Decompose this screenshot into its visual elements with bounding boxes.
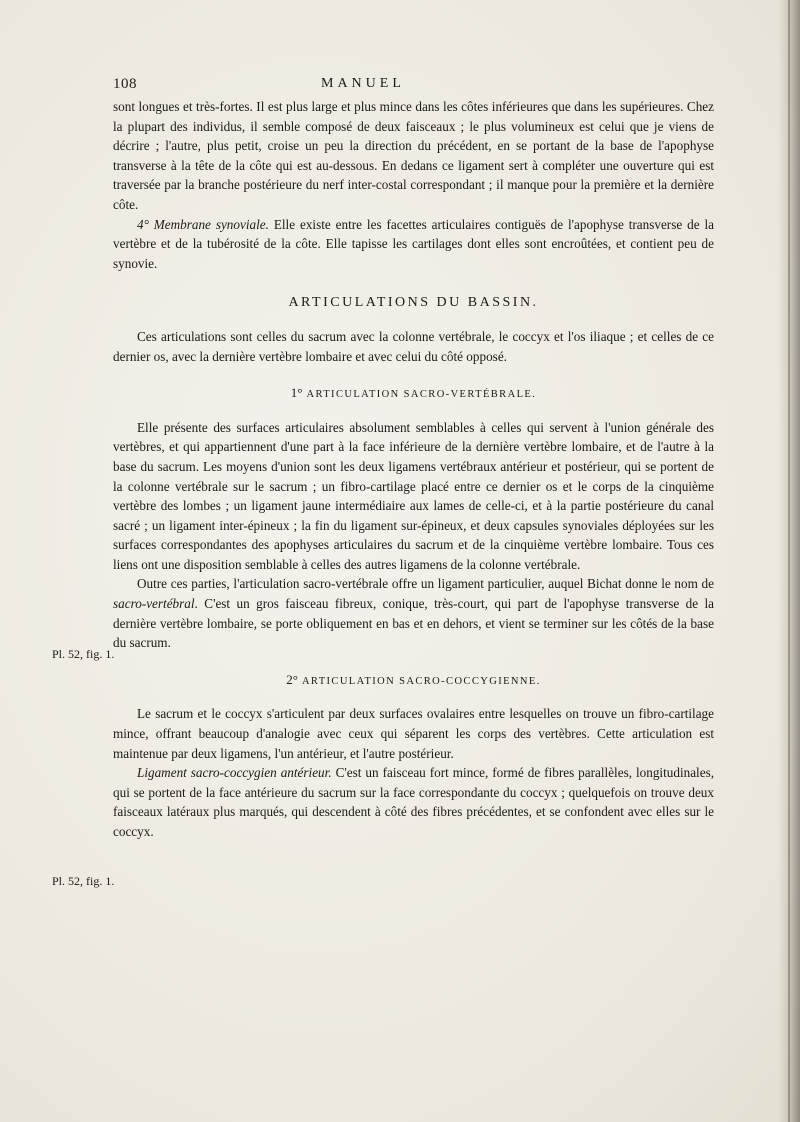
- paragraph: Ces articulations sont celles du sacrum avec la colonne vertébrale, le coccyx et l'os iliaque ; et celles de ce dernier os, avec la dernière vertèbre lombaire et avec celui du côté opposé.: [113, 328, 714, 364]
- running-title: MANUEL: [321, 76, 405, 91]
- paragraph-text: . C'est un gros faisceau fibreux, conique, très-court, qui part de l'apophyse transverse de la dernière vertèbre lombaire, se porte obliquement en bas et en dehors, et vient se terminer sur les côtés de la base du sacrum.: [113, 596, 714, 651]
- margin-note-plate-ref: Pl. 52, fig. 1.: [52, 874, 115, 888]
- paragraph-text: Elle existe entre les facettes articulaires contiguës de l'apophyse transverse de la vertèbre et de la tubérosité de la côte. Elle tapisse les cartilages dont elles sont encroûtées, et contient peu de synovie.: [113, 216, 714, 271]
- subsection-heading: [113, 670, 714, 692]
- body-text: [113, 97, 714, 842]
- subsection-number: 2°: [286, 671, 298, 687]
- paragraph: [113, 763, 714, 841]
- margin-note-plate-ref: Pl. 52, fig. 1.: [52, 647, 115, 661]
- paragraph-text: C'est un faisceau fort mince, formé de fibres parallèles, longitudinales, qui se portent de la face antérieure du sacrum sur la face correspondante du coccyx ; quelquefois on trouve deux faisceaux latéraux plus marqués, qui descendent à côté des fibres précédentes, et se confondent avec elles sur le coccyx.: [113, 765, 715, 839]
- subsection-title: ARTICULATION SACRO-VERTÉBRALE.: [306, 389, 537, 401]
- paragraph: [113, 574, 714, 652]
- paragraph: Elle présente des surfaces articulaires absolument semblables à celles qui servent à l'union générale des vertèbres, et qui appartiennent d'une part à la face inférieure de la dernière vertèbre lombaire, et de l'autre à la base du sacrum. Les moyens d'union sont les deux ligamens vertébraux antérieur et postérieur, qui se portent de la colonne vertébrale sur le sacrum ; un fibro-cartilage placé entre ce dernier os et le corps de la cinquième vertèbre des lombes ; un ligament jaune intermédiaire aux lames de celle-ci, et à la partie postérieure du canal sacré ; un ligament inter-épineux ; la fin du ligament sur-épineux, et deux capsules synoviales déployées sur les surfaces correspondantes des apophyses articulaires du sacrum et de la cinquième vertèbre lombaire. Tous ces liens ont une disposition semblable à celles des autres ligamens de la colonne vertébrale.: [113, 419, 714, 572]
- section-heading: ARTICULATIONS DU BASSIN.: [288, 295, 539, 311]
- paragraph: Le sacrum et le coccyx s'articulent par deux surfaces ovalaires entre lesquelles on trouve un fibro-cartilage mince, offrant beaucoup d'analogie avec ceux qui séparent les corps des vertèbres. Cette articulation est maintenue par deux ligamens, l'un antérieur, et l'autre postérieur.: [113, 706, 714, 761]
- paragraph-text: Outre ces parties, l'articulation sacro-vertébrale offre un ligament particulier, auquel Bichat donne le nom de: [137, 576, 714, 592]
- page-number: 108: [113, 76, 137, 92]
- subsection-title: ARTICULATION SACRO-COCCYGIENNE.: [301, 675, 541, 687]
- running-head: [113, 76, 713, 98]
- book-spine-line: [788, 0, 790, 1122]
- paragraph-label: 4° Membrane synoviale.: [137, 216, 269, 232]
- paragraph-label: Ligament sacro-coccygien antérieur.: [137, 765, 332, 781]
- subsection-heading: [113, 383, 714, 405]
- term-italic: sacro-vertébral: [113, 596, 195, 612]
- subsection-number: 1°: [290, 385, 303, 401]
- paragraph: sont longues et très-fortes. Il est plus large et plus mince dans les côtes inférieures que dans les supérieures. Chez la plupart des individus, il semble composé de deux faisceaux ; le plus volumineux est celui que je viens de décrire ; l'autre, plus petit, croise un peu la direction du précédent, en se portant de la base de l'apophyse transverse à la tête de la côte qui est au-dessous. En dedans ce ligament sert à compléter une ouverture qui est traversée par la branche postérieure du nerf inter-costal correspondant ; il manque pour la première et la dernière côte.: [113, 99, 714, 212]
- paragraph: [113, 215, 714, 274]
